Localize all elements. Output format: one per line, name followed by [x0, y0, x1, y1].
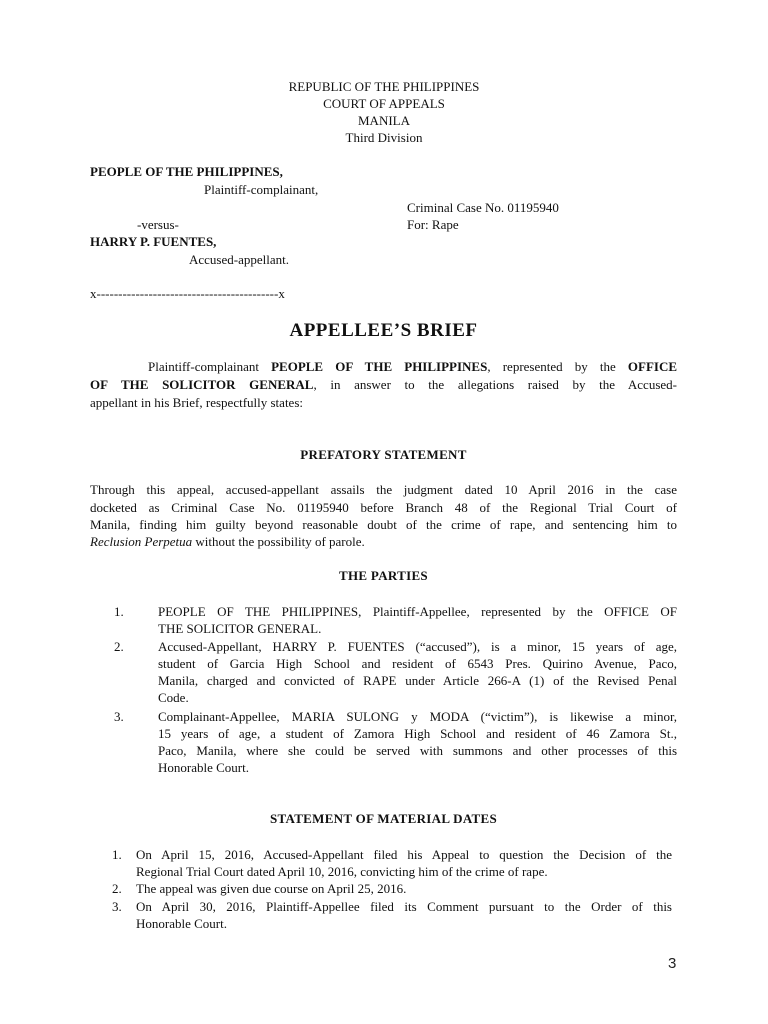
parties-item-2-line-1: Accused-Appellant, HARRY P. FUENTES (“accused”), is a minor, 15 years of age, [158, 639, 677, 654]
prefatory-line-4: Reclusion Perpetua without the possibility of parole. [90, 534, 365, 549]
dates-heading: STATEMENT OF MATERIAL DATES [269, 811, 498, 826]
caption-offense: For: Rape [407, 217, 459, 232]
caption-versus: -versus- [137, 217, 179, 232]
parties-heading: THE PARTIES [339, 568, 428, 583]
caption-accused-role: Accused-appellant. [189, 252, 289, 267]
dates-item-3-number: 3. [112, 899, 122, 914]
dates-item-2-number: 2. [112, 881, 122, 896]
parties-item-3-line-1: Complainant-Appellee, MARIA SULONG y MODA (“victim”), is likewise a minor, [158, 709, 677, 724]
header-court: COURT OF APPEALS [323, 96, 445, 111]
parties-item-2-line-4: Code. [158, 690, 189, 705]
prefatory-line-2: docketed as Criminal Case No. 01195940 before Branch 48 of the Regional Trial Court of [90, 500, 677, 515]
parties-item-2-line-3: Manila, charged and convicted of RAPE under Article 266-A (1) of the Revised Penal [158, 673, 677, 688]
dates-item-1-number: 1. [112, 847, 122, 862]
header-city: MANILA [358, 113, 410, 128]
intro-line-2: OF THE SOLICITOR GENERAL, in answer to the allegations raised by the Accused- [90, 377, 677, 392]
dates-item-1-line-1: On April 15, 2016, Accused-Appellant filed his Appeal to question the Decision of the [136, 847, 672, 862]
page-number: 3 [668, 955, 677, 972]
prefatory-line-1: Through this appeal, accused-appellant assails the judgment dated 10 April 2016 in the case [90, 482, 677, 497]
parties-item-1-number: 1. [114, 604, 124, 619]
parties-item-3-line-2: 15 years of age, a student of Zamora High School and resident of 46 Zamora St., [158, 726, 677, 741]
parties-item-3-line-4: Honorable Court. [158, 760, 249, 775]
parties-item-1-line-2: THE SOLICITOR GENERAL. [158, 621, 322, 636]
header-republic: REPUBLIC OF THE PHILIPPINES [288, 79, 480, 94]
header-division: Third Division [345, 130, 423, 145]
caption-accused-name: HARRY P. FUENTES, [90, 234, 217, 249]
caption-separator: x------------------------------------------x [90, 286, 285, 301]
parties-item-3-line-3: Paco, Manila, where she could be served with summons and other processes of this [158, 743, 677, 758]
document-title: APPELLEE’S BRIEF [289, 320, 478, 341]
prefatory-line-3: Manila, finding him guilty beyond reasonable doubt of the crime of rape, and sentencing him to [90, 517, 677, 532]
dates-item-3-line-1: On April 30, 2016, Plaintiff-Appellee filed its Comment pursuant to the Order of this [136, 899, 672, 914]
intro-line-1: Plaintiff-complainant PEOPLE OF THE PHILIPPINES, represented by the OFFICE [148, 359, 678, 374]
parties-item-2-line-2: student of Garcia High School and resident of 6543 Pres. Quirino Avenue, Paco, [158, 656, 677, 671]
parties-item-1-line-1: PEOPLE OF THE PHILIPPINES, Plaintiff-Appellee, represented by the OFFICE OF [158, 604, 677, 619]
caption-plaintiff-name: PEOPLE OF THE PHILIPPINES, [90, 164, 283, 179]
parties-item-3-number: 3. [114, 709, 124, 724]
dates-item-3-line-2: Honorable Court. [136, 916, 227, 931]
caption-case-number: Criminal Case No. 01195940 [407, 200, 559, 215]
parties-item-2-number: 2. [114, 639, 124, 654]
caption-plaintiff-role: Plaintiff-complainant, [204, 182, 319, 197]
intro-line-3: appellant in his Brief, respectfully states: [90, 395, 303, 410]
dates-item-1-line-2: Regional Trial Court dated April 10, 2016, convicting him of the crime of rape. [136, 864, 548, 879]
prefatory-heading: PREFATORY STATEMENT [300, 447, 467, 462]
dates-item-2-line-1: The appeal was given due course on April 25, 2016. [136, 881, 407, 896]
